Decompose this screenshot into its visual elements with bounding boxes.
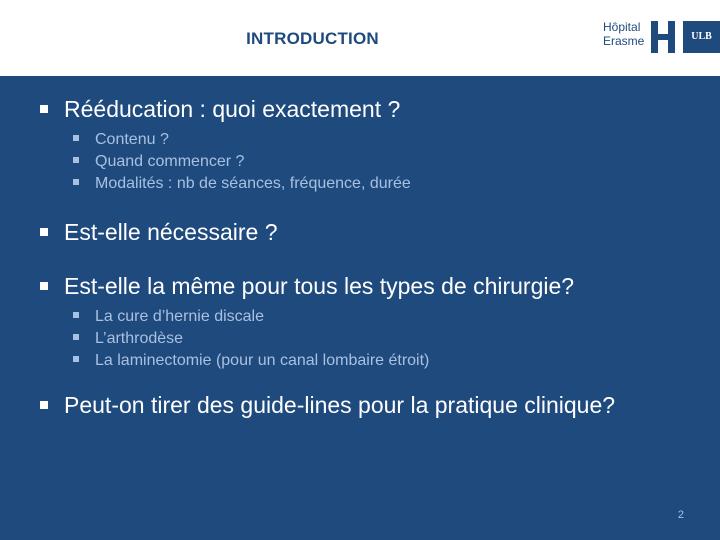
sub-bullet-text: La cure d’hernie discale bbox=[95, 308, 264, 325]
square-bullet-icon bbox=[73, 356, 79, 362]
bullet-text: Est-elle nécessaire ? bbox=[64, 219, 278, 245]
sub-bullet-text: Quand commencer ? bbox=[95, 153, 245, 170]
ulb-logo: ULB bbox=[683, 21, 720, 53]
sub-bullet-text: La laminectomie (pour un canal lombaire étroit) bbox=[95, 352, 430, 369]
bullet-text: Est-elle la même pour tous les types de chirurgie? bbox=[64, 273, 575, 299]
sub-bullet-text: Modalités : nb de séances, fréquence, durée bbox=[95, 175, 411, 192]
square-bullet-icon bbox=[40, 401, 48, 409]
bullet-item bbox=[40, 96, 680, 122]
sub-bullet-item bbox=[73, 328, 680, 350]
square-bullet-icon bbox=[73, 157, 79, 163]
bullet-item bbox=[40, 219, 680, 245]
square-bullet-icon bbox=[73, 179, 79, 185]
sub-bullet-item bbox=[73, 151, 680, 173]
page-number: 2 bbox=[677, 509, 684, 521]
bullet-item bbox=[40, 273, 680, 299]
logo-line-1: Hôpital bbox=[603, 20, 641, 34]
square-bullet-icon bbox=[73, 334, 79, 340]
square-bullet-icon bbox=[73, 312, 79, 318]
sub-bullet-item bbox=[73, 173, 680, 195]
hospital-h-logo-icon bbox=[651, 21, 675, 53]
sub-bullet-list bbox=[73, 129, 680, 195]
hospital-logo-text bbox=[603, 20, 644, 48]
bullet-text: Rééducation : quoi exactement ? bbox=[64, 96, 401, 122]
sub-bullet-item bbox=[73, 306, 680, 328]
square-bullet-icon bbox=[40, 228, 48, 236]
square-bullet-icon bbox=[40, 282, 48, 290]
sub-bullet-text: Contenu ? bbox=[95, 131, 169, 148]
sub-bullet-list bbox=[73, 306, 680, 372]
square-bullet-icon bbox=[40, 105, 48, 113]
bullet-item bbox=[40, 392, 680, 418]
slide-header bbox=[0, 0, 720, 76]
bullet-text: Peut-on tirer des guide-lines pour la pratique clinique? bbox=[64, 392, 616, 418]
logo-line-2: Erasme bbox=[603, 34, 645, 48]
slide-content bbox=[40, 96, 680, 418]
sub-bullet-item bbox=[73, 350, 680, 372]
square-bullet-icon bbox=[73, 135, 79, 141]
sub-bullet-item bbox=[73, 129, 680, 151]
slide-title: INTRODUCTION bbox=[246, 29, 379, 48]
sub-bullet-text: L’arthrodèse bbox=[95, 330, 184, 347]
